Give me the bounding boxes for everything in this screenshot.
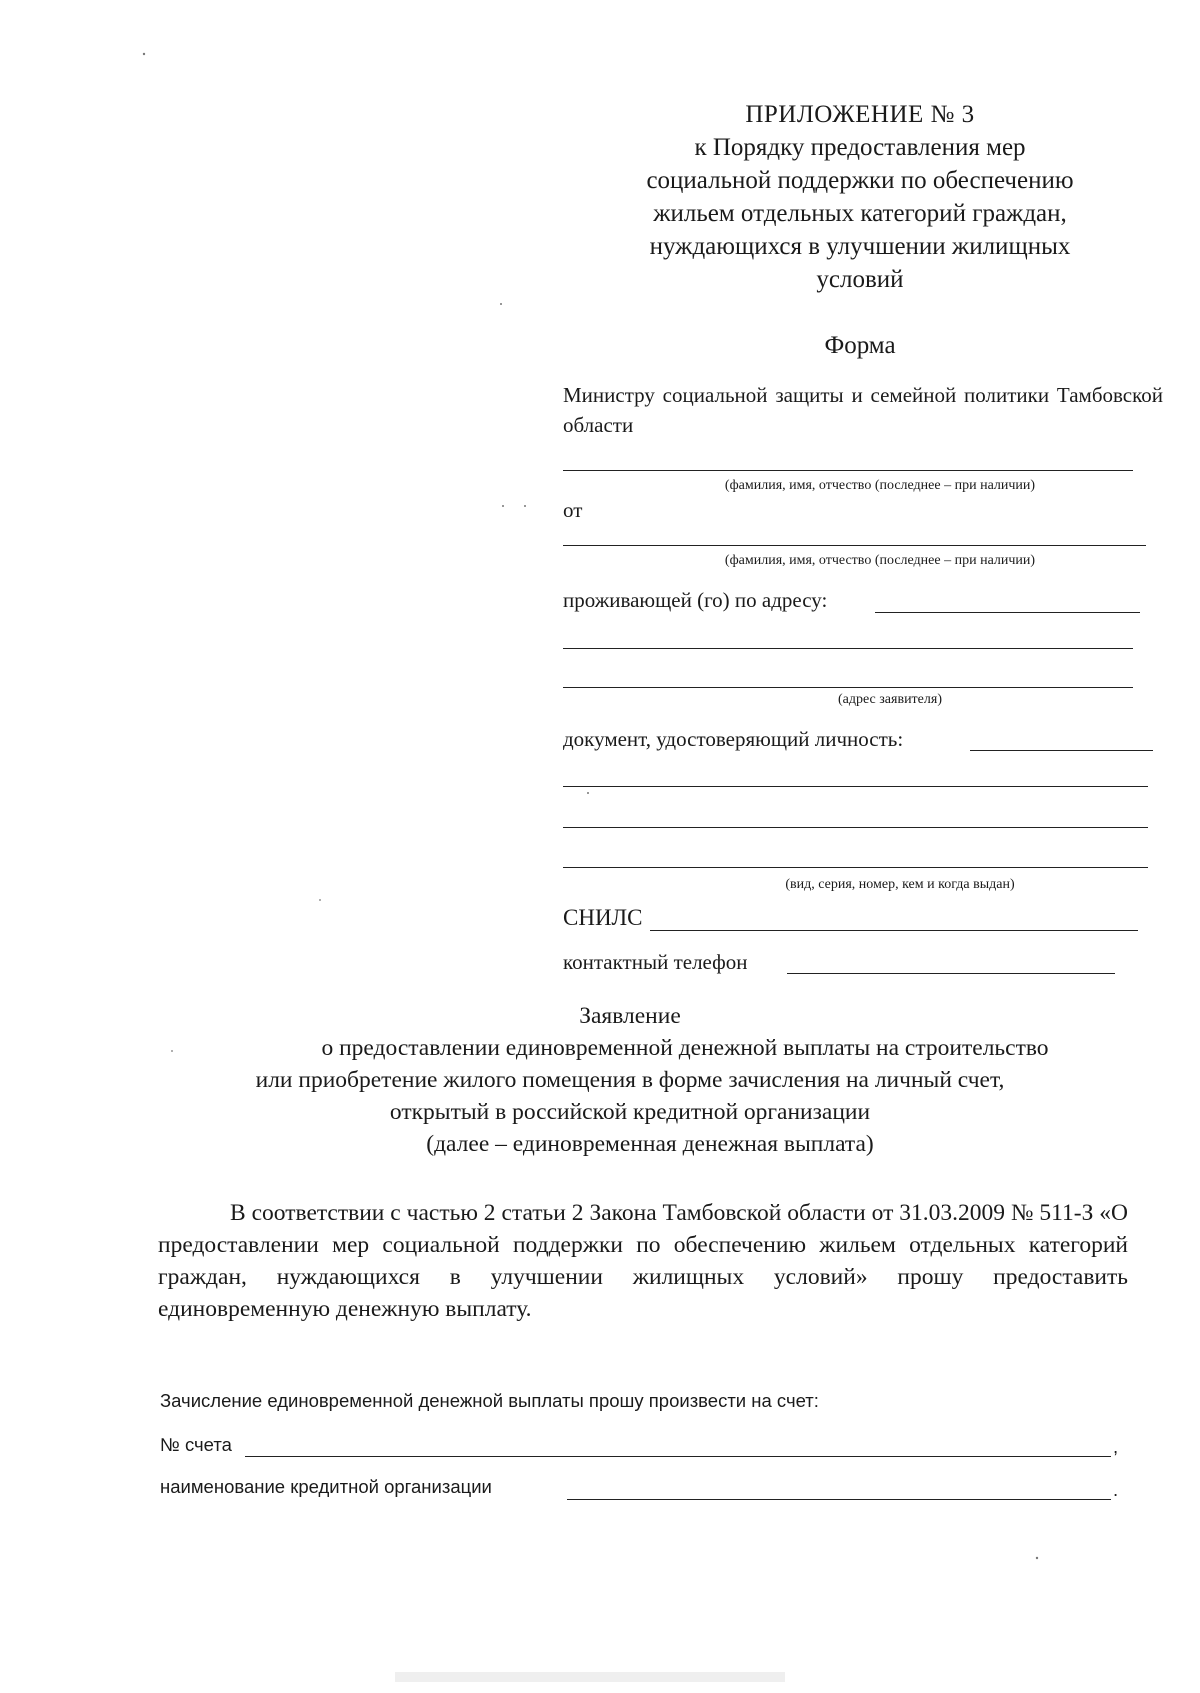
appendix-subtitle-line: нуждающихся в улучшении жилищных [649, 233, 1071, 260]
from-label: от [563, 498, 583, 522]
address-line-3[interactable] [563, 687, 1133, 688]
appendix-title: ПРИЛОЖЕНИЕ № 3 [745, 101, 975, 128]
statement-body: В соответствии с частью 2 статьи 2 Закона Тамбовской области от 31.03.2009 № 511-З «О предоставлении мер социальной поддержки по обеспечению жильем отдельных категорий граждан, нуждающихся в улучшении жилищных условий» прошу предоставить единовременную денежную выплату. [158, 1200, 1128, 1322]
statement-title-line: открытый в российской кредитной организации [389, 1099, 871, 1125]
account-label: № счета [160, 1434, 232, 1455]
residing-label: проживающей (го) по адресу: [563, 588, 828, 612]
snils-label: СНИЛС [563, 905, 643, 930]
address-caption: (адрес заявителя) [838, 692, 942, 707]
appendix-header [600, 98, 1120, 296]
appendix-subtitle-line: жильем отдельных категорий граждан, [653, 200, 1067, 227]
fio-caption: (фамилия, имя, отчество (последнее – при наличии) [724, 553, 1036, 568]
identity-doc-line-4[interactable] [563, 867, 1148, 868]
account-number-line[interactable] [245, 1456, 1111, 1457]
form-label: Форма [824, 332, 896, 359]
addressee: Министру социальной защиты и семейной политики Тамбовской области [563, 383, 1163, 437]
snils-line[interactable] [650, 930, 1138, 931]
statement-title: Заявление [579, 1003, 681, 1029]
address-line-2[interactable] [563, 648, 1133, 649]
document-caption: (вид, серия, номер, кем и когда выдан) [785, 877, 1015, 892]
identity-doc-line-2[interactable] [563, 786, 1148, 787]
appendix-subtitle-line: условий [816, 266, 904, 293]
phone-line[interactable] [787, 973, 1115, 974]
payment-intro: Зачисление единовременной денежной выплаты прошу произвести на счет: [160, 1390, 819, 1411]
address-line-1[interactable] [875, 612, 1140, 613]
statement-title-line: о предоставлении единовременной денежной выплаты на строительство [321, 1035, 1049, 1061]
phone-label: контактный телефон [563, 950, 748, 974]
statement-title-line: или приобретение жилого помещения в форме зачисления на личный счет, [255, 1067, 1005, 1093]
bank-name-line[interactable] [567, 1499, 1111, 1500]
identity-doc-line-1[interactable] [970, 750, 1153, 751]
bank-label: наименование кредитной организации [160, 1476, 492, 1497]
statement-heading [150, 1000, 1110, 1160]
account-line-end: , [1113, 1436, 1119, 1457]
appendix-subtitle-line: социальной поддержки по обеспечению [646, 167, 1074, 194]
bank-line-end: . [1113, 1479, 1119, 1500]
identity-doc-line-3[interactable] [563, 827, 1148, 828]
statement-title-line: (далее – единовременная денежная выплата) [426, 1131, 874, 1157]
fio-applicant-line[interactable] [563, 545, 1146, 546]
identity-doc-label: документ, удостоверяющий личность: [563, 727, 904, 751]
fio-recipient-line[interactable] [563, 470, 1133, 471]
appendix-subtitle-line: к Порядку предоставления мер [694, 134, 1026, 161]
fio-caption: (фамилия, имя, отчество (последнее – при наличии) [724, 478, 1036, 493]
